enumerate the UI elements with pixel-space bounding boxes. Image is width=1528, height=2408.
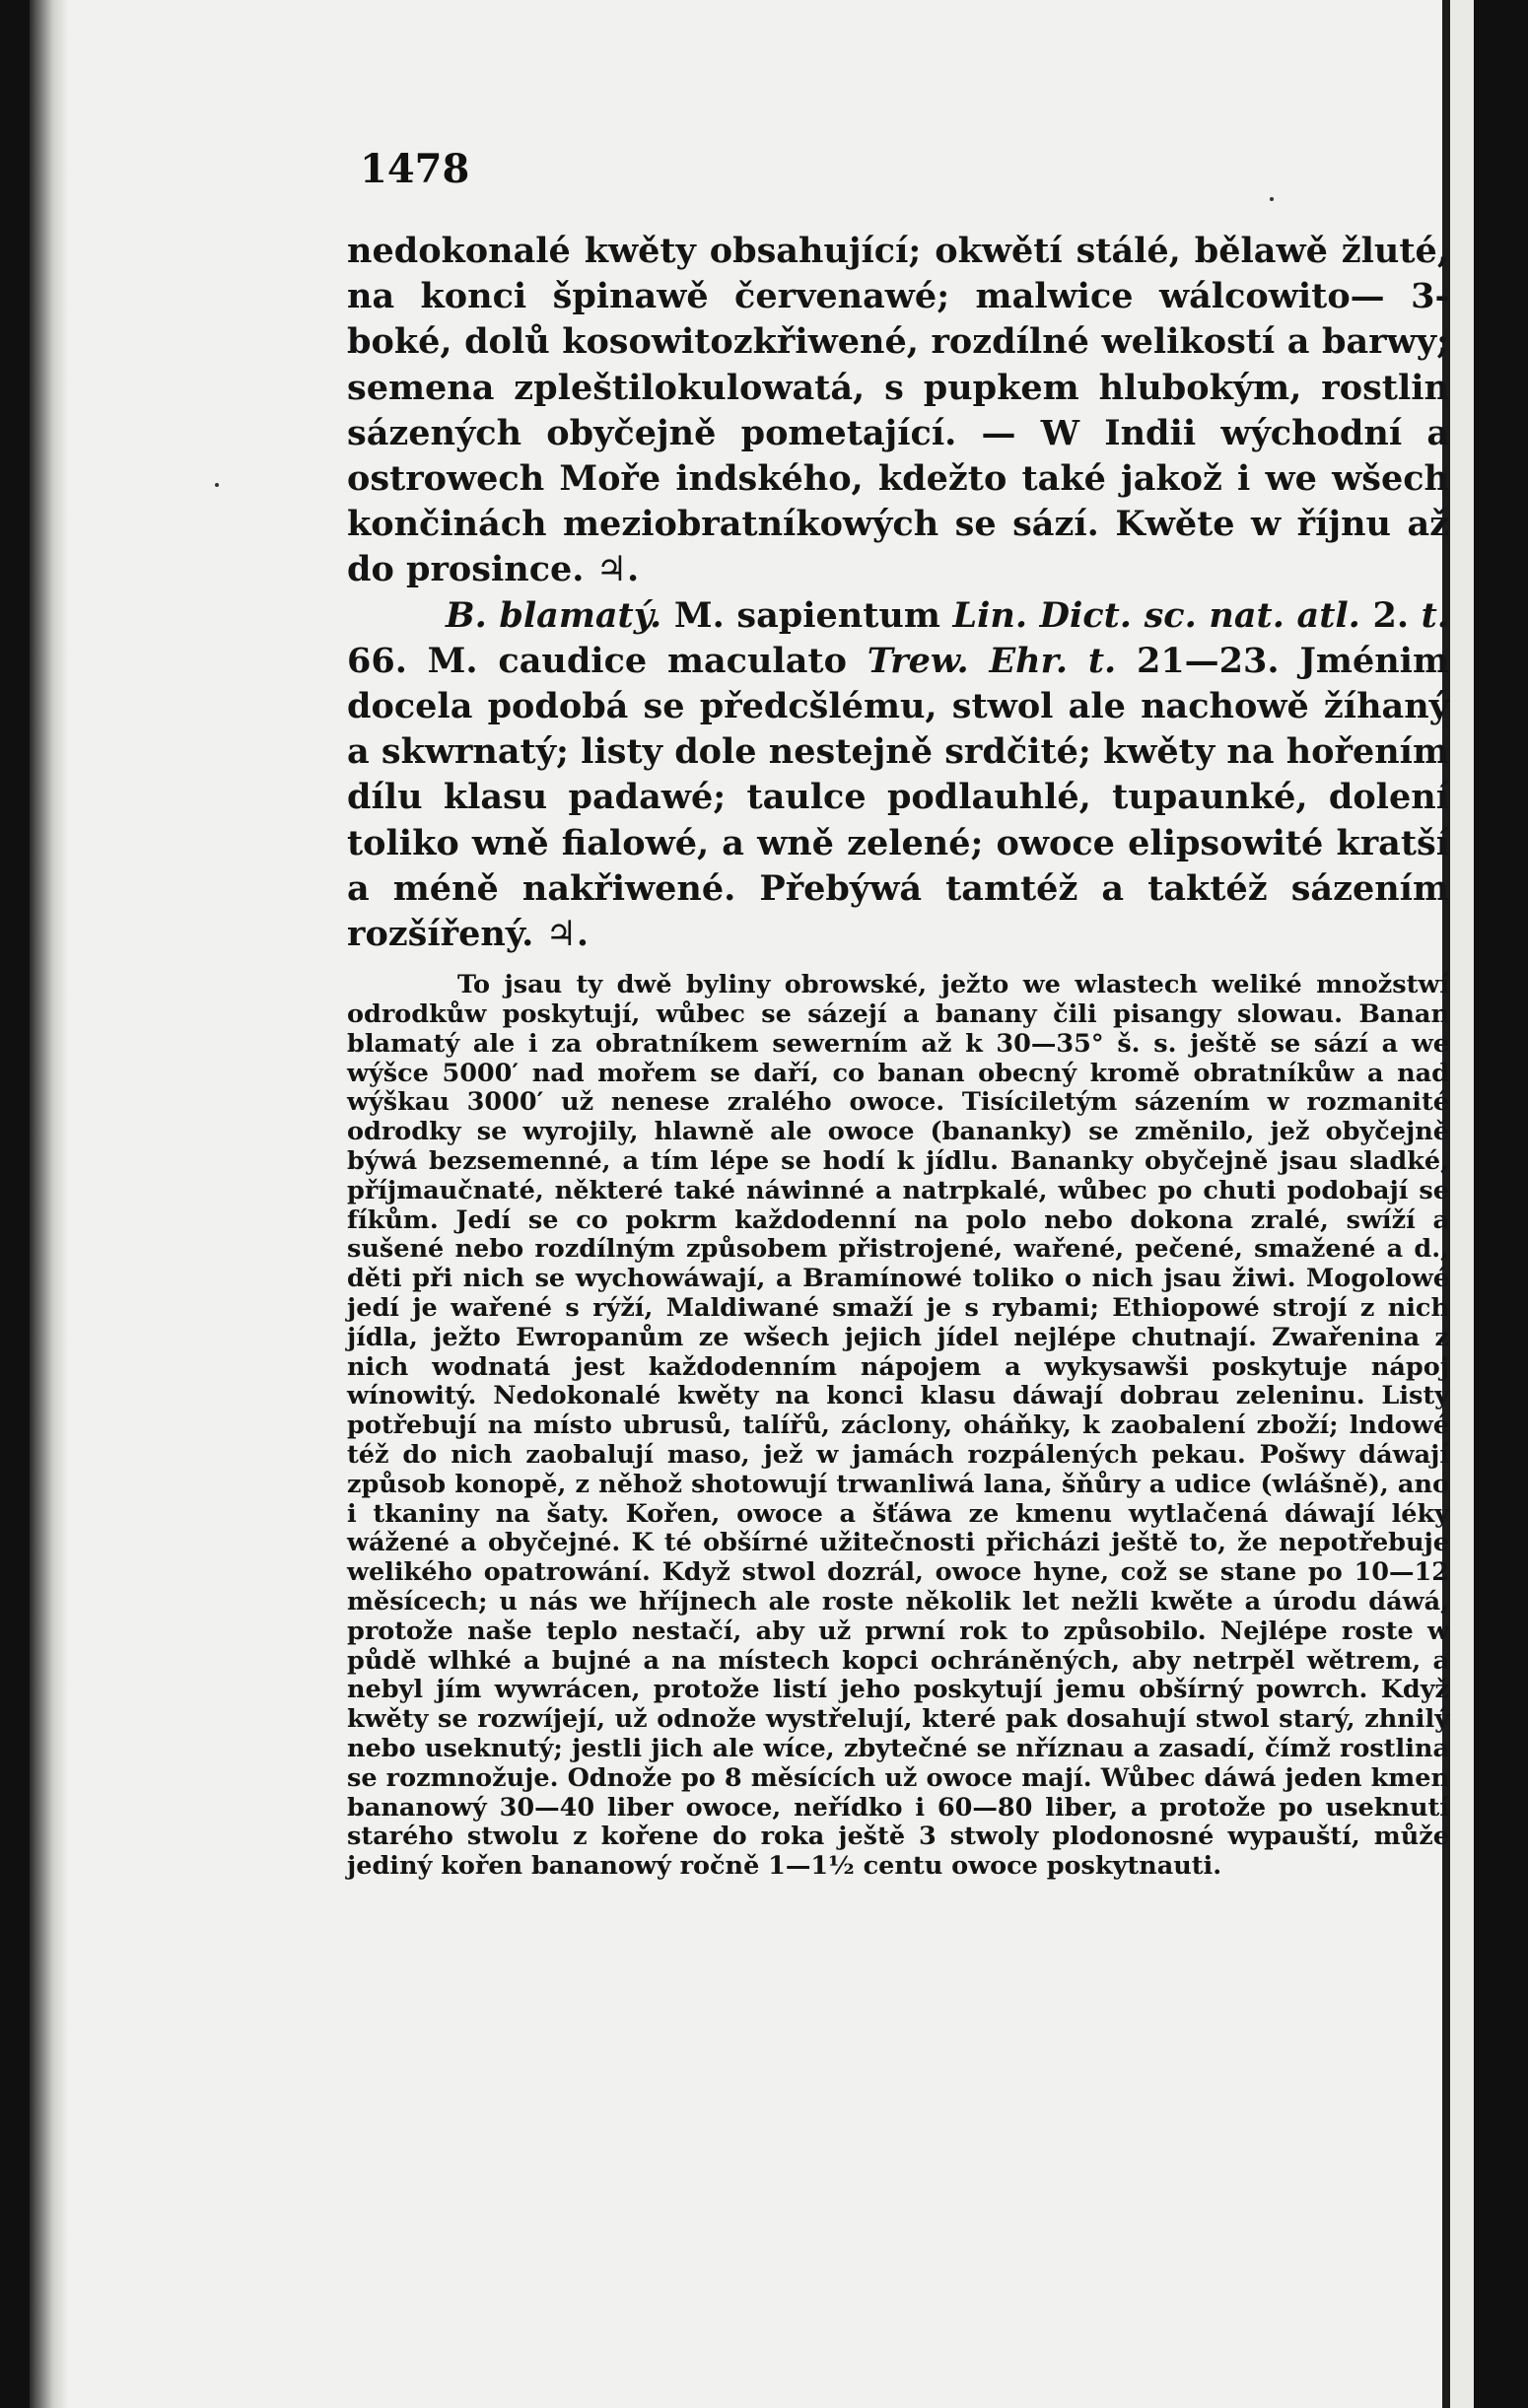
page-edge (1450, 0, 1474, 2408)
paragraph-species-blamaty (347, 593, 1449, 958)
text-column (347, 229, 1449, 1882)
citation: Lin. Dict. sc. nat. atl. (952, 594, 1360, 636)
paper-speck (215, 483, 219, 487)
citation: Trew. Ehr. t. (867, 640, 1117, 681)
paper-speck (1270, 197, 1274, 201)
gutter-shadow (30, 0, 69, 2408)
page-number: 1478 (360, 146, 470, 192)
citation-plate: 2. (1359, 594, 1422, 636)
book-page (30, 0, 1474, 2408)
description: 21—23. Jménim docela podobá se předcšlému, stwol ale nachowě žíhaný a skwrnatý; listy dole nestejně srdčité; kwěty na hořením dílu klasu padawé; taulce podlauhlé, tupaunké, dolení toliko wně fialowé, a wně zelené; owoce elipsowité kratší a méně nakřiwené. Přebýwá tamtéž a taktéž sázením rozšířený. ♃. (347, 640, 1449, 955)
species-name: B. blamatý. (446, 594, 662, 636)
citation-table: t. (1421, 594, 1449, 636)
synonym: M. sapientum (661, 594, 953, 636)
paragraph-note: To jsau ty dwě byliny obrowské, ježto we wlastech weliké množstwí odrodkůw poskytují, wůbec se sázejí a banany čili pisangy slowau. Banan blamatý ale i za obratníkem sewerním až k 30—35° š. s. ještě se sází a we wýšce 5000′ nad mořem se daří, co banan obecný kromě obratníkůw a nad wýškau 3000′ už nenese zralého owoce. Tisíciletým sázením w rozmanité odrodky se wyrojily, hlawně ale owoce (bananky) se změnilo, jež obyčejně býwá bezsemenné, a tím lépe se hodí k jídlu. Bananky obyčejně jsau sladké, příjmaučnaté, některé také náwinné a natrpkalé, wůbec po chuti podobají se fíkům. Jedí se co pokrm každodenní na polo nebo dokona zralé, swíží a sušené nebo rozdílným způsobem přistrojené, wařené, pečené, smažené a d., děti při nich se wychowáwají, a Bramínowé toliko o nich jsau žiwi. Mogolowé jedí je wařené s rýží, Maldiwané smaží je s rybami; Ethiopowé strojí z nich jídla, ježto Ewropanům ze wšech jejich jídel nejlépe chutnají. Zwařenina z nich wodnatá jest každodenním nápojem a wykysawši poskytuje nápoj wínowitý. Nedokonalé kwěty na konci klasu dáwají dobrau zeleninu. Listy potřebují na místo ubrusů, talířů, záclony, oháňky, k zaobalení zboží; lndowé též do nich zaobalují maso, jež w jamách rozpálených pekau. Pošwy dáwají způsob konopě, z něhož shotowují trwanliwá lana, šňůry a udice (wlášně), ano i tkaniny na šaty. Kořen, owoce a šťáwa ze kmenu wytlačená dáwají léky wážené a obyčejné. K té obšírné užitečnosti přicházi ještě to, že nepotřebuje welikého opatrowání. Když stwol dozrál, owoce hyne, což se stane po 10—12 měsícech; u nás we hříjnech ale roste několik let nežli kwěte a úrodu dáwá, protože naše teplo nestačí, aby už prwní rok to způsobilo. Nejlépe roste w půdě wlhké a bujné a na místech kopci ochráněných, aby netrpěl wětrem, a nebyl jím wywrácen, protože listí jeho poskytují jemu obšírný powrch. Když kwěty se rozwíjejí, už odnože wystřelují, které pak dosahují stwol starý, zhnilý nebo useknutý; jestli jich ale wíce, zbytečné se nříznau a zasadí, čímž rostlina se rozmnožuje. Odnože po 8 měsících už owoce mají. Wůbec dáwá jeden kmen bananowý 30—40 liber owoce, neřídko i 60—80 liber, a protože po useknutí starého stwolu z kořene do roka ještě 3 stwoly plodonosné wypauští, může jediný kořen bananowý ročně 1—1½ centu owoce poskytnauti. (347, 970, 1449, 1882)
synonym: 66. M. caudice maculato (347, 640, 868, 681)
paragraph-species-description: nedokonalé kwěty obsahující; okwětí stálé, bělawě žluté, na konci špinawě červenawé; malwice wálcowito— 3-boké, dolů kosowitozkřiwené, rozdílné welikostí a barwy; semena zpleštilokulowatá, s pupkem hlubokým, rostlin sázených obyčejně pometající. — W Indii wýchodní a ostrowech Moře indského, kdežto také jakož i we wšech končinách meziobratníkowých se sází. Kwěte w říjnu až do prosince. ♃. (347, 231, 1449, 590)
